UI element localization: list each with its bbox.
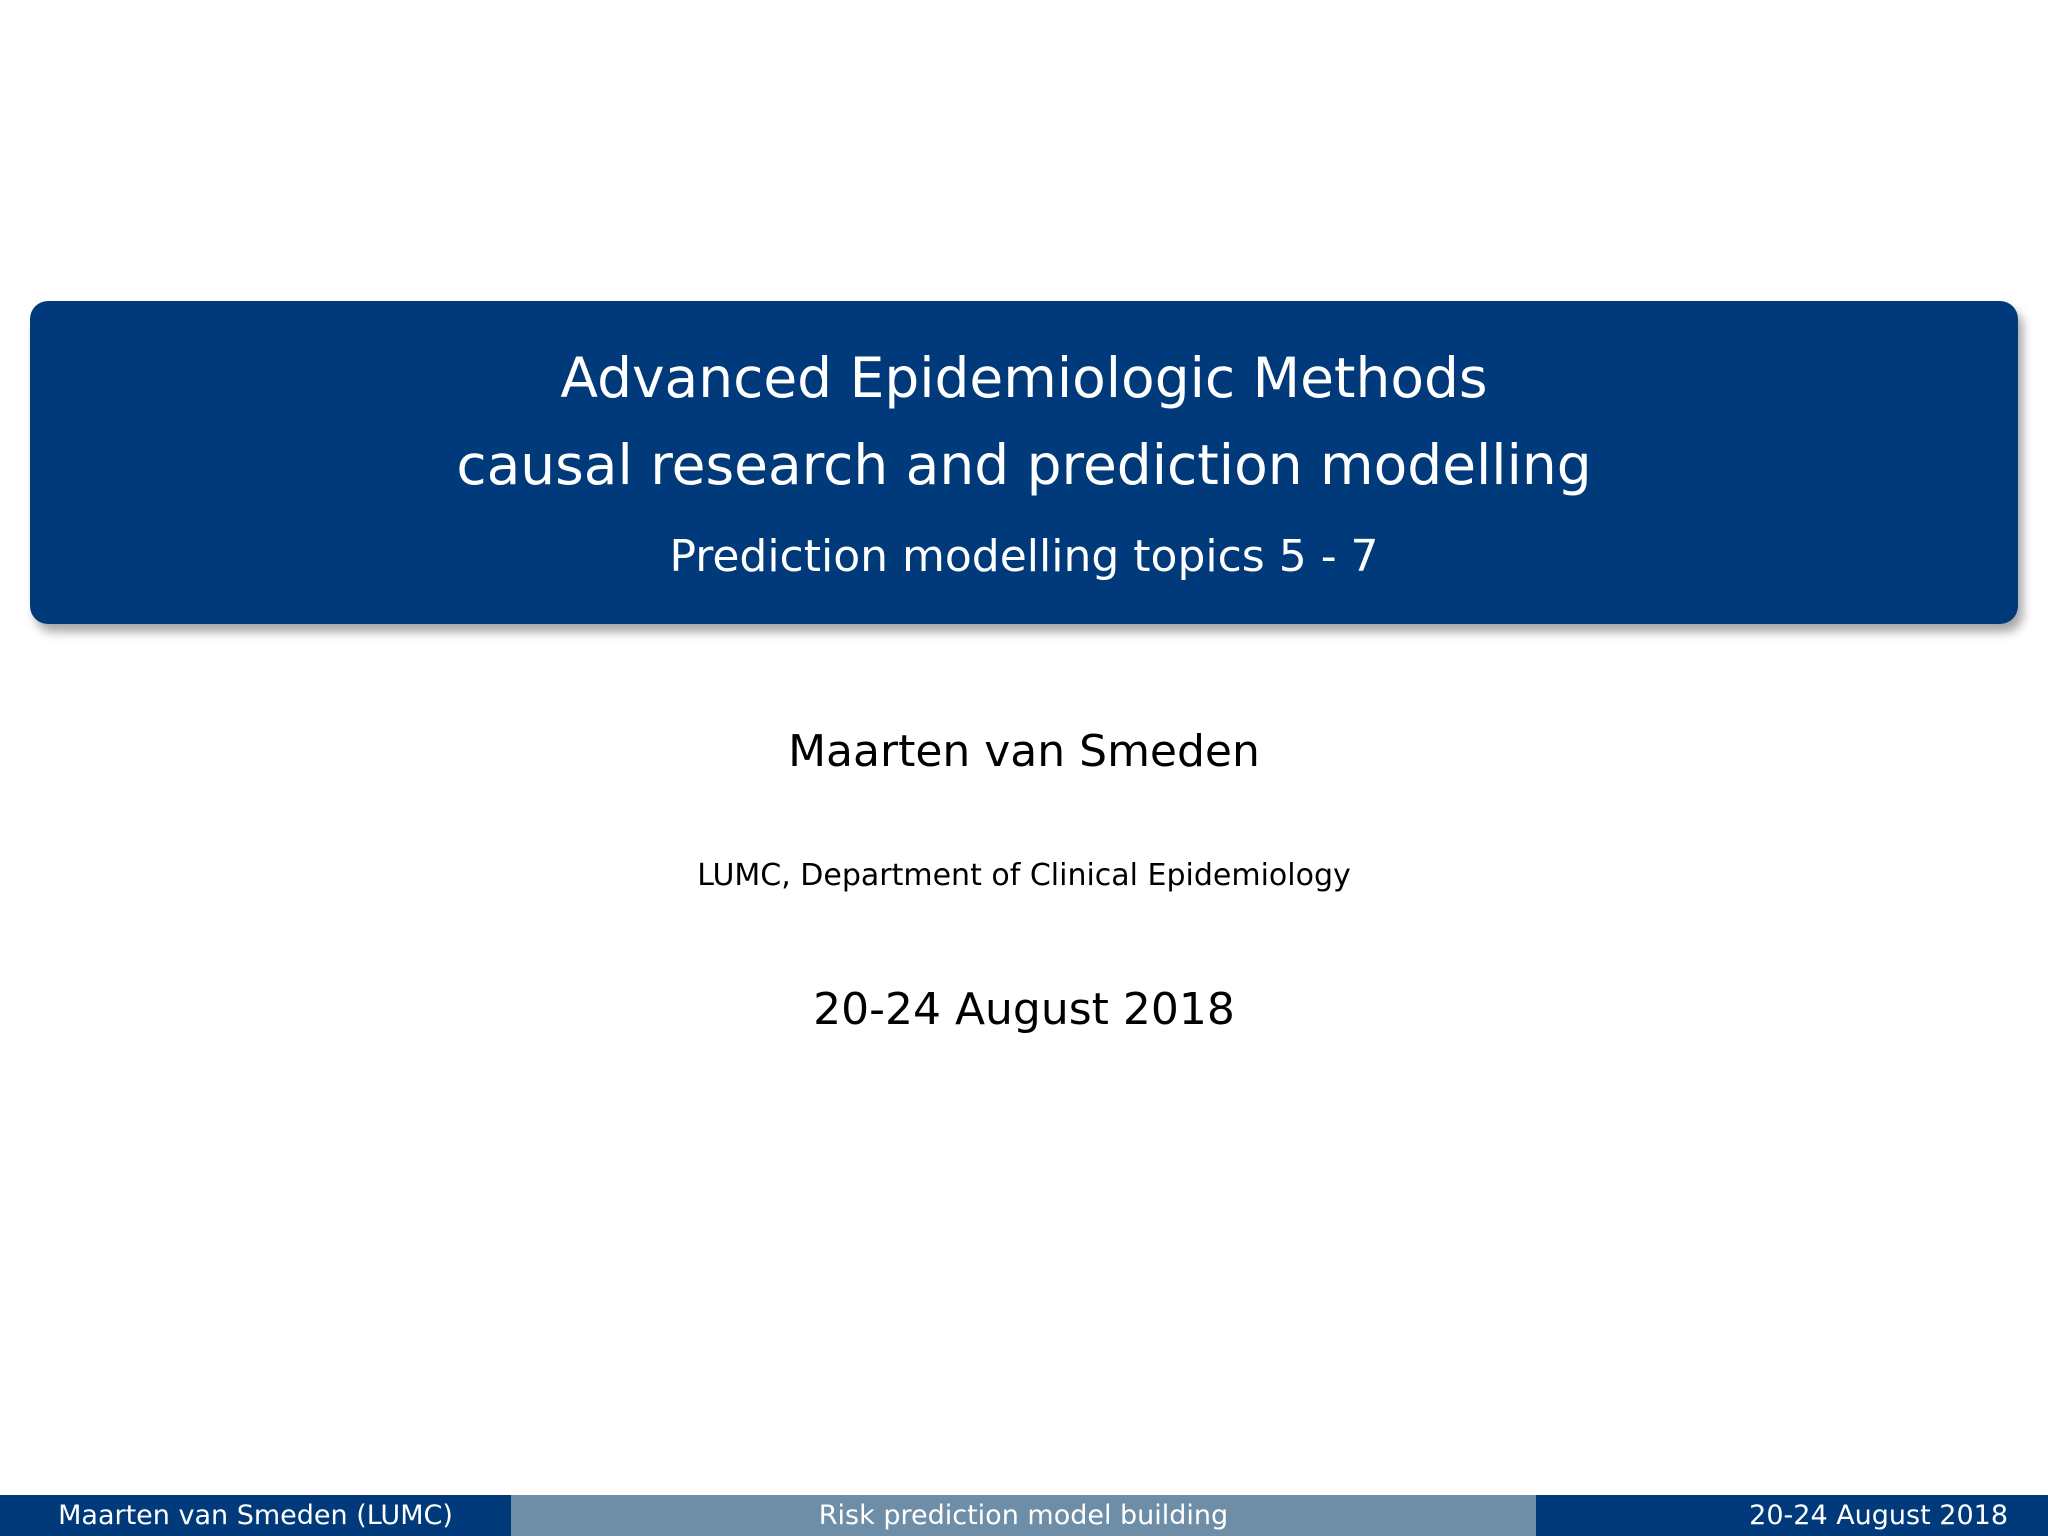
footer-author: Maarten van Smeden (LUMC) [0,1495,511,1536]
footer-date: 20-24 August 2018 [1536,1495,2048,1536]
footer-bar [0,1495,2048,1536]
author-name: Maarten van Smeden [788,726,1260,777]
title-box [30,301,2018,624]
footer-title: Risk prediction model building [511,1495,1536,1536]
slide-title-line-1: Advanced Epidemiologic Methods [560,346,1488,410]
institute: LUMC, Department of Clinical Epidemiology [697,858,1351,893]
presentation-date: 20-24 August 2018 [813,984,1235,1035]
slide-title-line-2: causal research and prediction modelling [456,433,1592,497]
slide-subtitle: Prediction modelling topics 5 - 7 [669,531,1379,582]
